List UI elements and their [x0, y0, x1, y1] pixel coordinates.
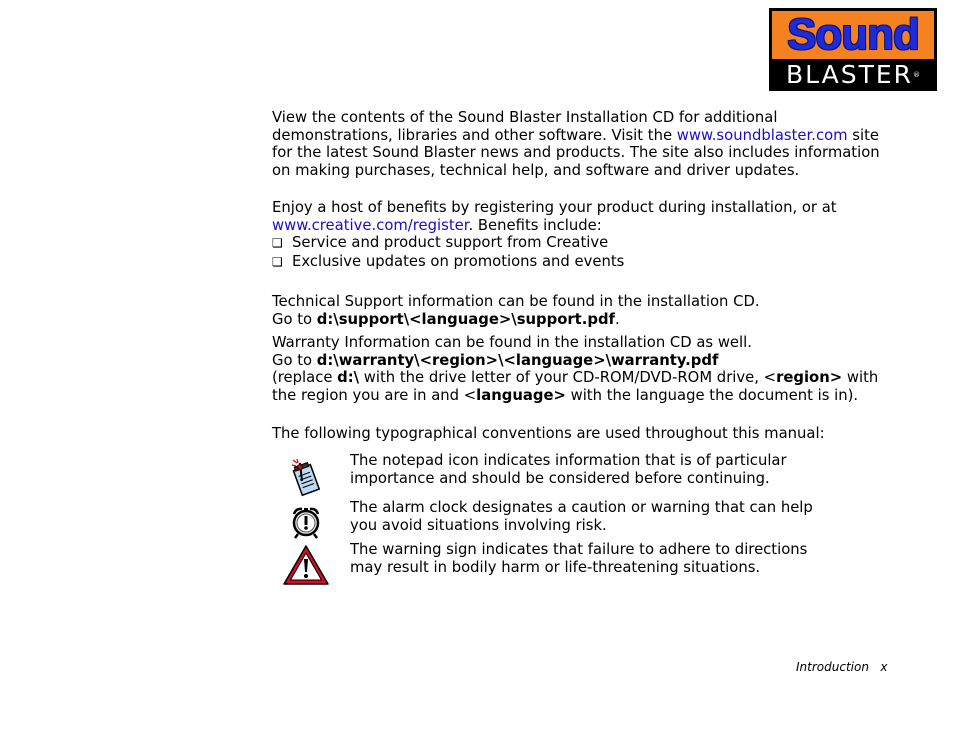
page-number: x — [880, 660, 888, 674]
notepad-convention-text: The notepad icon indicates information that is of particular importance and should be considered before continuing. — [350, 452, 787, 487]
checkbox-bullet-icon: ❑ — [272, 254, 283, 269]
page-footer — [796, 659, 888, 675]
soundblaster-link[interactable]: www.soundblaster.com — [676, 126, 848, 144]
warranty-path: d:\warranty\<region>\<language>\warranty.pdf — [316, 351, 719, 369]
list-item: ❑ Service and product support from Creative — [272, 234, 609, 251]
conventions-intro: The following typographical conventions are used throughout this manual: — [272, 425, 825, 442]
list-item: ❑ Exclusive updates on promotions and events — [272, 252, 625, 270]
sound-blaster-logo — [769, 8, 937, 91]
checkbox-bullet-icon: ❑ — [272, 236, 283, 250]
registered-mark: ® — [913, 71, 921, 79]
support-path: d:\support\<language>\support.pdf — [316, 310, 615, 328]
logo-word-blaster: BLASTER® — [785, 60, 921, 89]
logo-word-sound: Sound — [787, 10, 919, 59]
register-paragraph: Enjoy a host of benefits by registering your product during installation, or at www.creative.com/register. Benefits include: ❑ Service and product support from Creative ❑ Exclusive updates on promotions and events — [272, 199, 872, 271]
warranty-paragraph: Warranty Information can be found in the installation CD as well. Go to d:\warranty\<region>\<language>\warranty.pdf (replace d:\ with the drive letter of your CD-ROM/DVD-ROM drive, <region> with the region you are in and <language> with the language the document is in). — [272, 334, 879, 404]
cd-contents-paragraph: View the contents of the Sound Blaster Installation CD for additional demonstrations, libraries and other software. Visit the www.soundblaster.com site for the latest Sound Blaster news and products. The site also includes information on making purchases, technical help, and software and driver updates. — [272, 109, 880, 179]
notepad-icon — [288, 459, 324, 497]
register-link[interactable]: www.creative.com/register — [272, 216, 469, 234]
support-paragraph: Technical Support information can be found in the installation CD. Go to d:\support\<language>\support.pdf. — [272, 293, 760, 328]
warning-sign-convention-text: The warning sign indicates that failure to adhere to directions may result in bodily harm or life-threatening situations. — [350, 541, 808, 576]
alarm-clock-convention-text: The alarm clock designates a caution or warning that can help you avoid situations involving risk. — [350, 499, 813, 534]
warning-sign-icon — [282, 544, 330, 586]
alarm-clock-icon — [290, 506, 322, 539]
logo-top-band — [772, 11, 934, 59]
footer-section: Introduction — [796, 660, 869, 674]
